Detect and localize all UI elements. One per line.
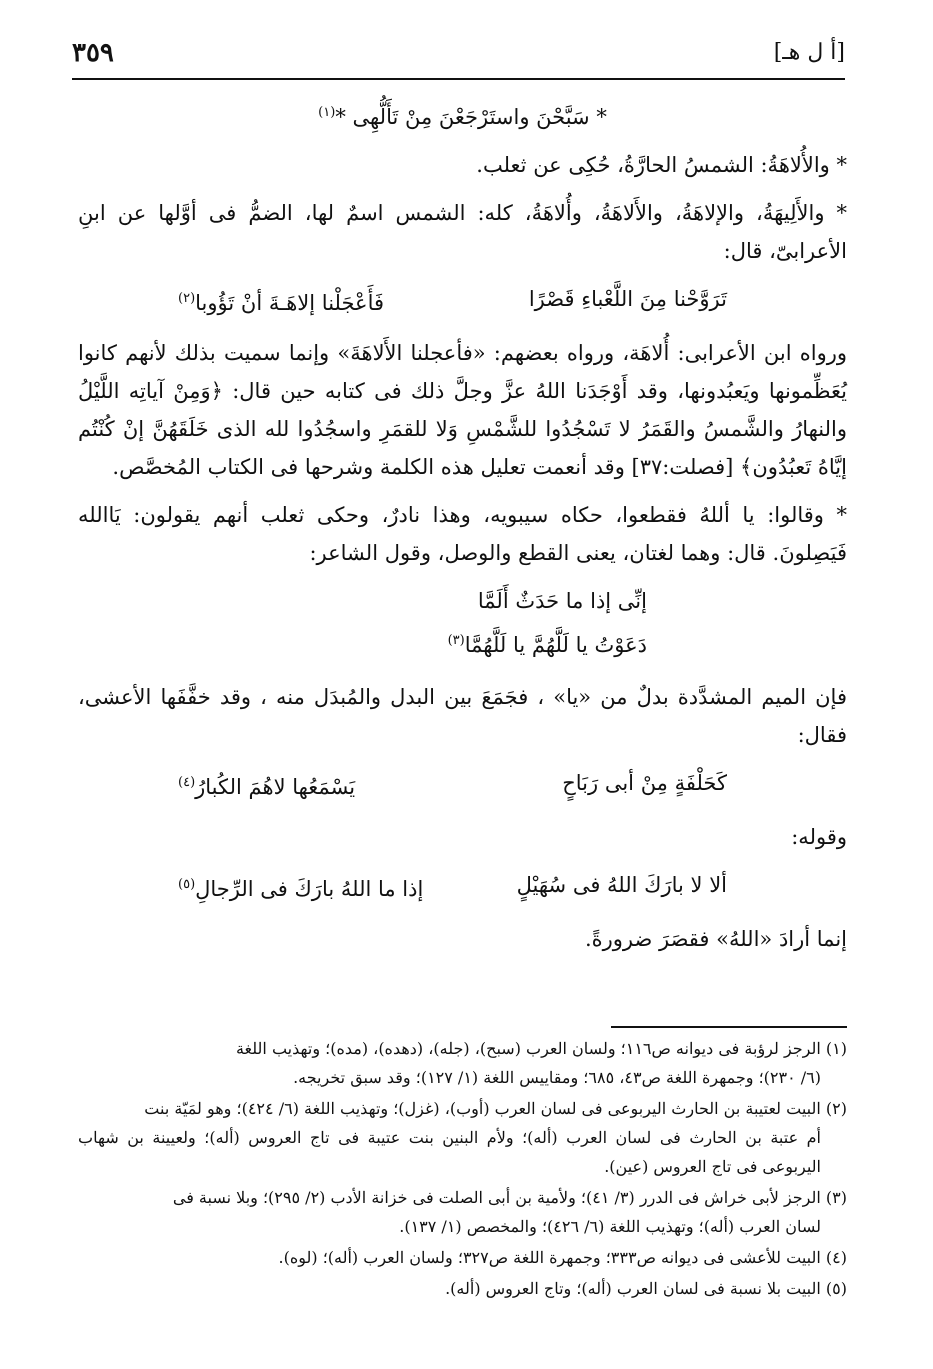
verse-3-second-text: إذا ما اللهُ بارَكَ فى الرِّجالِ [195,877,424,901]
footnote-5-first: (٥) البيت بلا نسبة فى لسان العرب (أله)؛ وتاج العروس (أله). [445,1279,847,1298]
footnote-2-first: (٢) البيت لعتيبة بن الحارث اليربوعى فى لسان العرب (أوب)، (غزل)؛ وتهذيب اللغة (٦/ ٤٢٤)؛ وهو لمَيّة بنت [144,1099,847,1118]
footnote-3-first: (٣) الرجز لأبى خراش فى الدرر (٣/ ٤١)؛ ولأمية بن أبى الصلت فى خزانة الأدب (٢/ ٢٩٥)؛ وبلا نسبة فى [172,1188,847,1207]
footnote-3 [78,1183,847,1241]
verse-3 [78,866,847,908]
footnote-ref-2: (٢) [178,291,196,306]
footnote-ref-3: (٣) [447,633,465,648]
footnote-1 [78,1034,847,1092]
paragraph-ibn-arabi: ورواه ابن الأعرابى: أُلاهَة، ورواه بعضهم: «فأعجلنا الأَلاهَةَ» وإنما سميت بذلك لأنهم كانوا يُعَظِّمونها ويَعبُدونها، وقد أَوْجَدَنا اللهُ عزَّ وجلَّ ذلك فى كتابه حين قال: ﴿وَمِنْ آياتِه اللَّيْلُ والنهارُ والشَّمسُ والقَمَرُ لا تَسْجُدُوا للشَّمْسِ وَلا للقمَرِ واسجُدُوا لله الذى خَلَقَهُنَّ إنْ كُنْتُم إيَّاهُ تَعبُدُون﴾ [فصلت:٣٧] وقد أنعمت تعليل هذه الكلمة وشرحها فى الكتاب المُخصَّص. [78,341,847,479]
main-text [78,88,847,968]
rajaz-line-2-text: دَعَوْتُ يا لَلَّهُمَّ يا لَلَّهُمَّا [464,633,647,657]
footnote-1-rest: (٦/ ٢٣٠)؛ وجمهرة اللغة ص٤٣، ٦٨٥؛ ومقاييس اللغة (١/ ١٢٧)؛ وقد سبق تخريجه. [293,1068,821,1087]
footnote-1-first: (١) الرجز لرؤبة فى ديوانه ص١١٦؛ ولسان العرب (سبح)، (جله)، (دهده)، (مده)؛ وتهذيب اللغة [235,1039,847,1058]
verse-2 [78,764,847,806]
footnote-4 [78,1243,847,1272]
rajaz-verse [78,582,847,664]
footnote-2-rest: أم عتبة بن الحارث فى لسان العرب (أله)؛ ولأم البنين بنت عتيبة فى تاج العروس (أله)؛ ولعيينة بن شهاب اليربوعى فى تاج العروس (عين). [78,1128,821,1176]
footnote-ref-4: (٤) [178,775,196,790]
paragraph-mim: فإن الميم المشدَّدة بدلٌ من «يا» ، فجَمَعَ بين البدل والمُبدَل منه ، وقد خفَّفَها الأعشى، فقال: [78,685,847,747]
paragraph-closing: إنما أرادَ «اللهُ» فقصَرَ ضرورةً. [584,927,847,951]
page-number: ٣٥٩ [72,38,114,68]
verse-1-first-hemistich: تَرَوَّحْنا مِنَ اللَّعْباءِ قَصْرًا [528,287,727,311]
verse-3-first-hemistich: ألا لا بارَكَ اللهُ فى سُهَيْلٍ [516,873,727,897]
paragraph-qawluhu: وقوله: [791,825,847,849]
footnotes [78,1034,847,1305]
page-header [72,38,845,80]
paragraph-ya-allah: * وقالوا: يا أللهُ فقطعوا، حكاه سيبويه، وهذا نادرٌ، وحكى ثعلب أنهم يقولون: يَاالله فَيَصِلونَ. قال: وهما لغتان، يعنى القطع والوصل، وقول الشاعر: [78,503,847,565]
footnote-4-first: (٤) البيت للأعشى فى ديوانه ص٣٣٣؛ وجمهرة اللغة ص٣٢٧؛ ولسان العرب (أله)؛ (لوه). [278,1248,847,1267]
rajaz-line-1: إنِّى إذا ما حَدَثٌ أَلَمَّا [477,589,647,613]
opening-verse [78,94,847,136]
paragraph-aliha: * والأَلِيهَةُ، والإلاهَةُ، والأَلاهَةُ، وأُلاهَةُ، كله: الشمس اسمٌ لها، الضمُّ فى أوَّلها عن ابنِ الأعرابىّ، قال: [78,201,847,263]
footnote-ref-5: (٥) [178,877,196,892]
verse-1-second-text: فَأَعْجَلْنا إلاهَـةَ أنْ تَؤُوبا [195,291,385,315]
footnote-3-rest: لسان العرب (أله)؛ وتهذيب اللغة (٦/ ٤٢٦)؛ والمخصص (١/ ١٣٧). [399,1217,821,1236]
verse-1-second-hemistich [178,280,384,322]
rajaz-line-2 [78,622,647,664]
opening-verse-text: * سَبَّحْنَ واستَرْجَعْنَ مِنْ تَأَلُّهِى * [335,105,607,129]
verse-3-second-hemistich [178,866,423,908]
footnote-5 [78,1274,847,1303]
verse-2-second-text: يَسْمَعُها لاهُمَ الكُبارُ [195,775,356,799]
footnote-ref-1: (١) [318,105,336,120]
paragraph-uluha: * والأُلاهَةُ: الشمسُ الحارَّةُ، حُكِى عن ثعلب. [476,153,847,177]
verse-2-second-hemistich [178,764,355,806]
verse-1 [78,280,847,322]
running-head: [أ ل هـ] [773,40,845,65]
footnote-divider [611,1026,847,1028]
verse-2-first-hemistich: كَحَلْفَةٍ مِنْ أبى رَبَاحٍ [562,771,727,795]
footnote-2 [78,1094,847,1181]
